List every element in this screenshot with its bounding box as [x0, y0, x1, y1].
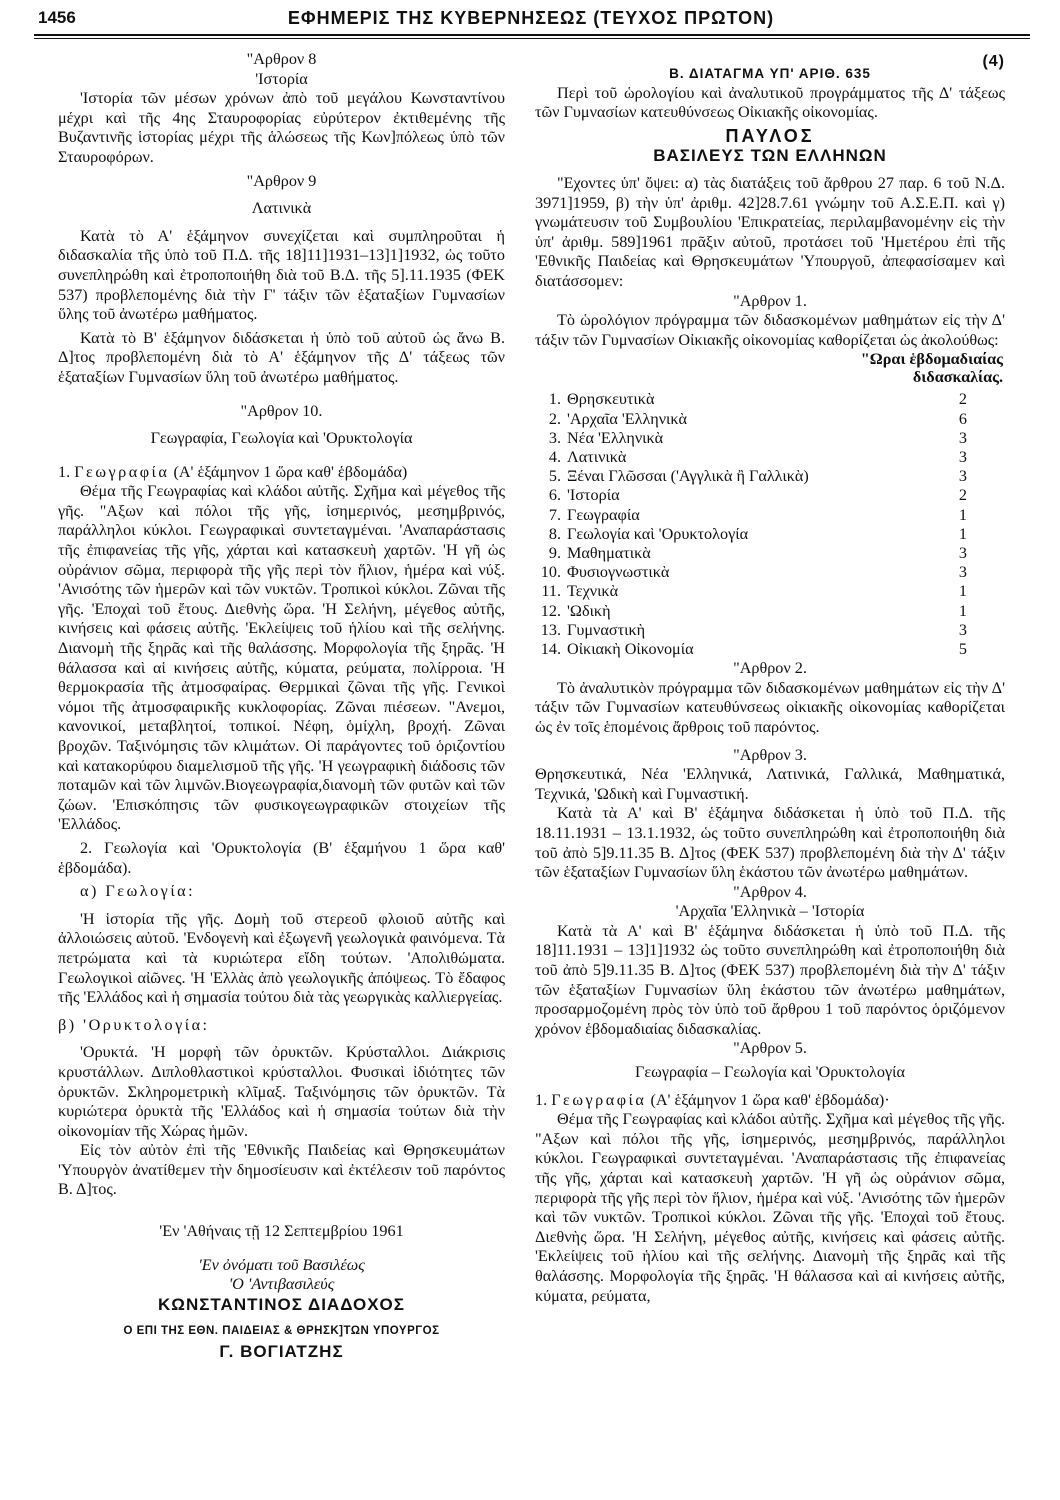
article-3-subjects: Θρησκευτικά, Νέα 'Ελληνικά, Λατινικά, Γαλλικά, Μαθηματικά, Τεχνικά, 'Ωδικὴ καὶ Γυμναστική.	[535, 765, 1005, 803]
left-column	[58, 50, 505, 1362]
page-number: 1456	[38, 8, 76, 27]
geology-label: α) Γεωλογία:	[80, 882, 196, 901]
preamble: "Εχοντες ὑπ' ὄψει: α) τὰς διατάξεις τοῦ ἄρθρου 27 παρ. 6 τοῦ Ν.Δ. 3971]1959, β) τὴν ὑπ' ἀριθμ. 42]28.7.61 γνώμην τοῦ Α.Σ.Ε.Π. καὶ γ) γνωμάτευσιν τοῦ Συμβουλίου 'Επικρατείας, περιλαμβανομένην εἰς τὴν ὑπ' ἀριθμ. 589]1961 πρᾶξιν αὐτοῦ, προτάσει τοῦ 'Ημετέρου ἐπὶ τῆς 'Εθνικῆς Παιδείας καὶ Θρησκευμάτων 'Υπουργοῦ, ἀπεφασίσαμεν καὶ διατάσσομεν:	[535, 173, 1005, 290]
article-5-title: "Αρθρον 5.	[733, 1039, 807, 1058]
subject-number: 1.	[548, 390, 561, 409]
article-2-text: Τὸ ἀναλυτικὸν πρόγραμμα τῶν διδασκομένων μαθημάτων εἰς τὴν Δ' τάξιν τῶν Γυμνασίων κατευθύνσεως οἰκιακῆς οἰκονομίας καθορίζεται ὡς ἐν τοῖς ἑπομένοις ἄρθροις τοῦ παρόντος.	[535, 678, 1005, 736]
subject-hours: 3	[958, 467, 967, 486]
closing-text: Εἰς τὸν αὐτὸν ἐπὶ τῆς 'Εθνικῆς Παιδείας καὶ Θρησκευμάτων 'Υπουργὸν ἀνατίθεμεν τὴν δημοσίευσιν καὶ ἐκτέλεσιν τοῦ παρόντος Β. Δ]τος.	[58, 1141, 505, 1199]
article-4-subject: 'Αρχαῖα 'Ελληνικὰ – 'Ιστορία	[675, 902, 865, 921]
page-header	[38, 6, 1024, 34]
subject-name: Ξέναι Γλῶσσαι ('Αγγλικὰ ἢ Γαλλικὰ)	[567, 467, 809, 486]
subject-hours: 3	[958, 543, 967, 562]
subject-name: Φυσιογνωστικὰ	[567, 563, 670, 582]
timetable-row	[535, 410, 1005, 429]
article-2-title: "Αρθρον 2.	[733, 659, 807, 678]
timetable-row	[535, 429, 1005, 448]
geography-word: Γεωγραφία	[74, 462, 170, 481]
article-9-paragraph-1: Κατὰ τὸ Α' ἑξάμηνον συνεχίζεται καὶ συμπληροῦται ἡ διδασκαλία τῆς ὑπὸ τοῦ Π.Δ. τῆς 18]11]1931–13]1]1932, ὡς τοῦτο συνεπληρώθη καὶ ἐτροποποιήθη διὰ τοῦ Β.Δ. τῆς 5].11.1935 (ΦΕΚ 537) προβλεπομένης διὰ τὴν Γ' τάξιν τῶν ἑξαταξίων Γυμνασίων ὕλης τοῦ ἀνωτέρω μαθήματος.	[58, 226, 505, 324]
subject-number: 8.	[548, 524, 561, 543]
timetable-row	[535, 563, 1005, 582]
article-4-title: "Αρθρον 4.	[733, 882, 807, 901]
timetable-row	[535, 390, 1005, 409]
hours-header-line-1: "Ωραι ἑβδομαδιαίας	[860, 350, 1003, 369]
subject-name: 'Ιστορία	[567, 486, 620, 505]
subject-name: Γεωλογία καὶ 'Ορυκτολογία	[567, 524, 749, 543]
subject-number: 6.	[548, 486, 561, 505]
subject-number: 7.	[548, 505, 561, 524]
minister-title: Ο ΕΠΙ ΤΗΣ ΕΘΝ. ΠΑΙΔΕΙΑΣ & ΘΡΗΣΚ]ΤΩΝ ΥΠΟΥΡΓΟΣ	[123, 1325, 440, 1338]
timetable-row	[535, 582, 1005, 601]
subject-hours: 5	[958, 639, 967, 658]
subject-hours: 3	[958, 447, 967, 466]
subject-name: Νέα 'Ελληνικὰ	[567, 428, 664, 447]
hours-header-line-2: διδασκαλίας.	[912, 368, 1003, 387]
geography-text: Θέμα τῆς Γεωγραφίας καὶ κλάδοι αὐτῆς. Σχῆμα καὶ μέγεθος τῆς γῆς. "Αξων καὶ πόλοι τῆς γῆς, ἰσημερινός, μεσημβρινός, παράλληλοι κύκλοι. Γεωγραφικαὶ συντεταγμέναι. 'Αναπαράστασις τῆς ἐπιφανείας τῆς γῆς, χάρται καὶ κατασκευὴ χαρτῶν. 'Η γῆ ὡς οὐράνιον σῶμα, περιφορὰ τῆς γῆς περὶ τὸν ἥλιον, ἡμέρα καὶ νύξ. 'Ανισότης τῶν ἡμερῶν καὶ τῶν νυκτῶν. Τροπικοὶ κύκλοι. Ζῶναι τῆς γῆς. 'Εποχαὶ τοῦ ἔτους. Διεθνὴς ὥρα. 'Η Σελήνη, μέγεθος αὐτῆς, κινήσεις καὶ φάσεις αὐτῆς. 'Εκλείψεις τοῦ ἡλίου καὶ τῆς σελήνης. Διανομὴ τῆς ξηρᾶς καὶ τῆς θαλάσσης. Μορφολογία τῆς ξηρᾶς. 'Η θάλασσα καὶ αἱ κινήσεις αὐτῆς, κύματα, ρεύματα, πολίρροια. 'Η θερμοκρασία τῆς ἀτμοσφαίρας. Θερμικαὶ ζῶναι τῆς γῆς. Γενικοὶ νόμοι τῆς ἀτμοσφαιρικῆς κυκλοφορίας. Ζῶναι πιέσεων. "Ανεμοι, κανονικοί, μεταβλητοί, τοπικοί. Νέφη, ὁμίχλη, βροχή. Ζῶναι βροχῶν. Ταξινόμησις τῶν κλιμάτων. Οἱ παράγοντες τοῦ ὁριζοντίου καὶ κατακορύφου διαμελισμοῦ τῆς γῆς. 'Η γεωγραφικὴ διάδοσις τῶν ποταμῶν καὶ τῶν λιμνῶν.Βιογεωγραφία,διανομὴ τῶν φυτῶν καὶ τῶν ζώων. 'Επισκόπησις τῶν φυσικογεωγραφικῶν στοιχείων τῆς 'Ελλάδος.	[58, 482, 505, 834]
article-3-text: Κατὰ τὰ Α' καὶ Β' ἑξάμηνα διδάσκεται ἡ ὑπὸ τοῦ Π.Δ. τῆς 18.11.1931 – 13.1.1932, ὡς τοῦτο συνεπληρώθη καὶ ἐτροποποιήθη διὰ τοῦ ἀπὸ 5]9.11.35 Β. Δ]τος (ΦΕΚ 537) προβλεπομένη διὰ τὴν Δ' τάξιν τῶν ἑξαταξίων Γυμνασίων ὕλη ἑκάστου τῶν ἀνωτέρω μαθημάτων.	[535, 804, 1005, 882]
geology-heading: 2. Γεωλογία καὶ 'Ορυκτολογία (Β' ἑξαμήνου 1 ὥρα καθ' ἑβδομάδα).	[58, 838, 505, 877]
subject-name: Γυμναστικὴ	[567, 620, 646, 639]
right-geography-text: Θέμα τῆς Γεωγραφίας καὶ κλάδοι αὐτῆς. Σχῆμα καὶ μέγεθος τῆς γῆς. "Αξων καὶ πόλοι τῆς γῆς, ἰσημερινός, μεσημβρινός, παράλληλοι κύκλοι. Γεωγραφικαὶ συντεταγμέναι. 'Αναπαράστασις τῆς ἐπιφανείας τῆς γῆς, χάρται καὶ κατασκευὴ χαρτῶν. 'Η γῆ ὡς οὐράνιον σῶμα, περιφορὰ τῆς γῆς περὶ τὸν ἥλιον, ἡμέρα καὶ νύξ. 'Ανισότης τῶν ἡμερῶν καὶ τῶν νυκτῶν. Τροπικοὶ κύκλοι. Ζῶναι τῆς γῆς. 'Εποχαὶ τοῦ ἔτους. Διεθνὴς ὥρα. 'Η Σελήνη, μέγεθος αὐτῆς, κινήσεις καὶ φάσεις αὐτῆς. 'Εκλείψεις τοῦ ἡλίου καὶ τῆς σελήνης. Διανομὴ τῆς ξηρᾶς καὶ τῆς θαλάσσης. Μορφολογία τῆς ξηρᾶς. 'Η θάλασσα καὶ αἱ κινήσεις αὐτῆς, κύματα, ρεύματα,	[535, 1110, 1005, 1305]
article-8-subject: 'Ιστορία	[255, 69, 308, 88]
decree-number: Β. ΔΙΑΤΑΓΜΑ ΥΠ' ΑΡΙΘ. 635	[669, 66, 871, 81]
subject-number: 9.	[548, 543, 561, 562]
signature-line-1: 'Εν ὀνόματι τοῦ Βασιλέως	[198, 1255, 365, 1274]
subject-hours: 3	[958, 563, 967, 582]
subject-name: Θρησκευτικὰ	[567, 390, 655, 409]
subject-name: Οἰκιακὴ Οἰκονομία	[567, 639, 694, 658]
timetable-row	[535, 621, 1005, 640]
geography-heading	[58, 463, 505, 483]
subject-number: 12.	[540, 601, 561, 620]
subject-number: 13.	[540, 620, 561, 639]
timetable-row	[535, 486, 1005, 505]
subject-hours: 1	[958, 524, 967, 543]
geology-text: 'Η ἱστορία τῆς γῆς. Δομὴ τοῦ στερεοῦ φλοιοῦ αὐτῆς καὶ ἀλλοιώσεις αὐτοῦ. 'Ενδογενὴ καὶ ἐξωγενῆ γεωλογικὰ φαινόμενα. Τὰ πετρώματα καὶ τὰ κυριώτερα εἴδη τούτων. 'Απολιθώματα. Γεωλογικοὶ αἰῶνες. 'Η 'Ελλὰς ἀπὸ γεωλογικῆς ἀπόψεως. Τὸ ἔδαφος τῆς 'Ελλάδος καὶ ἡ σημασία τούτου διὰ τὰς γεωργικὰς καλλιεργείας.	[58, 909, 505, 1007]
subject-name: Μαθηματικὰ	[567, 543, 651, 562]
signatory-name: ΚΩΝΣΤΑΝΤΙΝΟΣ ΔΙΑΔΟΧΟΣ	[158, 1294, 405, 1314]
decree-subject: Περὶ τοῦ ὡρολογίου καὶ ἀναλυτικοῦ προγράμματος τῆς Δ' τάξεως τῶν Γυμνασίων κατευθύνσεως Οἰκιακῆς οἰκονομίας.	[535, 83, 1005, 122]
article-8-text: 'Ιστορία τῶν μέσων χρόνων ἀπὸ τοῦ μεγάλου Κωνσταντίνου μέχρι καὶ τῆς 4ης Σταυροφορίας εὐρύτερον ἐκτιθεμένης τῆς Βυζαντινῆς ἱστορίας μέχρι τῆς ἁλώσεως τῆς Κων]πόλεως ὑπὸ τῶν Σταυροφόρων.	[58, 89, 505, 166]
timetable-row	[535, 525, 1005, 544]
signature-line-2: 'Ο 'Αντιβασιλεύς	[228, 1275, 335, 1294]
gazette-title: ΕΦΗΜΕΡΙΣ ΤΗΣ ΚΥΒΕΡΝΗΣΕΩΣ (ΤΕΥΧΟΣ ΠΡΩΤΟΝ)	[287, 8, 775, 28]
right-column	[535, 50, 1005, 1306]
geography-number: 1.	[58, 462, 71, 481]
subject-hours: 2	[958, 390, 967, 409]
date-line: 'Εν 'Αθήναις τῇ 12 Σεπτεμβρίου 1961	[159, 1222, 404, 1241]
subject-number: 3.	[548, 428, 561, 447]
article-3-title: "Αρθρον 3.	[733, 745, 807, 764]
right-geography-heading	[535, 1091, 1005, 1111]
subject-number: 4.	[548, 447, 561, 466]
right-geography-hours: (Α' ἑξάμηνον 1 ὥρα καθ' ἑβδομάδα)·	[650, 1090, 890, 1109]
subject-hours: 1	[958, 601, 967, 620]
subject-hours: 3	[958, 428, 967, 447]
subject-name: 'Ωδικὴ	[567, 601, 611, 620]
subject-hours: 1	[958, 582, 967, 601]
subject-name: Τεχνικὰ	[567, 582, 619, 601]
article-5-subject: Γεωγραφία – Γεωλογία καὶ 'Ορυκτολογία	[635, 1063, 905, 1082]
timetable-row	[535, 467, 1005, 486]
article-10-subject: Γεωγραφία, Γεωλογία καὶ 'Ορυκτολογία	[150, 429, 413, 448]
king-name: ΠΑΥΛΟΣ	[725, 125, 815, 146]
subject-number: 10.	[540, 563, 561, 582]
hours-header	[535, 350, 1005, 386]
subject-hours: 3	[958, 620, 967, 639]
header-rule	[34, 34, 1030, 39]
subject-hours: 2	[958, 486, 967, 505]
decree-tag: (4)	[982, 53, 1005, 70]
mineralogy-text: 'Ορυκτά. 'Η μορφὴ τῶν ὀρυκτῶν. Κρύσταλλοι. Διάκρισις κρυστάλλων. Διπλοθλαστικοὶ κρύσταλλοι. Φυσικαὶ ἰδιότητες τῶν ὀρυκτῶν. Σκληρομετρικὴ κλῖμαξ. Ταξινόμησις τῶν ὀρυκτῶν. Τὰ κυριώτερα ὀρυκτὰ τῆς 'Ελλάδος καὶ ἡ σημασία τούτων διὰ τὴν οἰκονομίαν τῆς Χώρας ἡμῶν.	[58, 1043, 505, 1140]
minister-name: Γ. ΒΟΓΙΑΤΖΗΣ	[219, 1342, 344, 1362]
timetable-row	[535, 640, 1005, 659]
right-geography-number: 1.	[535, 1090, 548, 1109]
king-title: ΒΑΣΙΛΕΥΣ ΤΩΝ ΕΛΛΗΝΩΝ	[653, 146, 887, 166]
article-1-text: Τὸ ὡρολόγιον πρόγραμμα τῶν διδασκομένων μαθημάτων εἰς τὴν Δ' τάξιν τῶν Γυμνασίων Οἰκιακῆς οἰκονομίας καθορίζεται ὡς ἀκολούθως:	[535, 311, 1005, 349]
timetable-row	[535, 544, 1005, 563]
subject-name: 'Αρχαῖα 'Ελληνικὰ	[567, 409, 688, 428]
subject-name: Γεωγραφία	[567, 505, 640, 524]
subject-hours: 6	[958, 409, 967, 428]
mineralogy-label: β) 'Ορυκτολογία:	[58, 1015, 210, 1034]
article-10-title: "Αρθρον 10.	[240, 401, 323, 420]
subject-number: 5.	[548, 467, 561, 486]
subject-name: Λατινικὰ	[567, 447, 627, 466]
article-9-title: "Αρθρον 9	[246, 171, 317, 190]
article-8-title: "Αρθρον 8	[246, 50, 317, 68]
right-geography-word: Γεωγραφία	[551, 1090, 647, 1109]
article-9-paragraph-2: Κατὰ τὸ Β' ἑξάμηνον διδάσκεται ἡ ὑπὸ τοῦ αὐτοῦ ὡς ἄνω Β. Δ]τος προβλεπομένη διὰ τὸ Α' ἑξάμηνον τῆς Δ' τάξεως τῶν ἑξαταξίων Γυμνασίων ὕλη τοῦ ἀνωτέρω μαθήματος.	[58, 328, 505, 386]
subject-hours: 1	[958, 505, 967, 524]
geography-hours: (Α' ἑξάμηνον 1 ὥρα καθ' ἑβδομάδα)	[173, 462, 408, 481]
timetable	[535, 390, 1005, 659]
timetable-row	[535, 602, 1005, 621]
timetable-row	[535, 448, 1005, 467]
article-4-text: Κατὰ τὰ Α' καὶ Β' ἑξάμηνα διδάσκεται ἡ ὑπὸ τοῦ Π.Δ. τῆς 18]11.1931 – 13]1]1932 ὡς τοῦτο συνεπληρώθη καὶ ἐτροποποιήθη διὰ τοῦ ἀπὸ 5]9.11.35 Β. Δ]τος (ΦΕΚ 537) προβλεπομένη διὰ τὴν Δ' τάξιν τῶν ἑξαταξίων Γυμνασίων ὕλη ἑκάστου τῶν ἀνωτέρω μαθημάτων, προσαρμοζομένη πρὸς τὸν ὑπὸ τοῦ ἄρθρου 1 τοῦ παρόντος ὁριζόμενον χρόνον ἑβδομαδιαίας διδασκαλίας.	[535, 921, 1005, 1038]
article-1-title: "Αρθρον 1.	[733, 291, 807, 310]
decree-number-line	[535, 53, 1005, 84]
subject-number: 11.	[541, 582, 561, 601]
subject-number: 2.	[548, 409, 561, 428]
subject-number: 14.	[540, 639, 561, 658]
timetable-row	[535, 506, 1005, 525]
article-9-subject: Λατινικὰ	[251, 199, 312, 218]
